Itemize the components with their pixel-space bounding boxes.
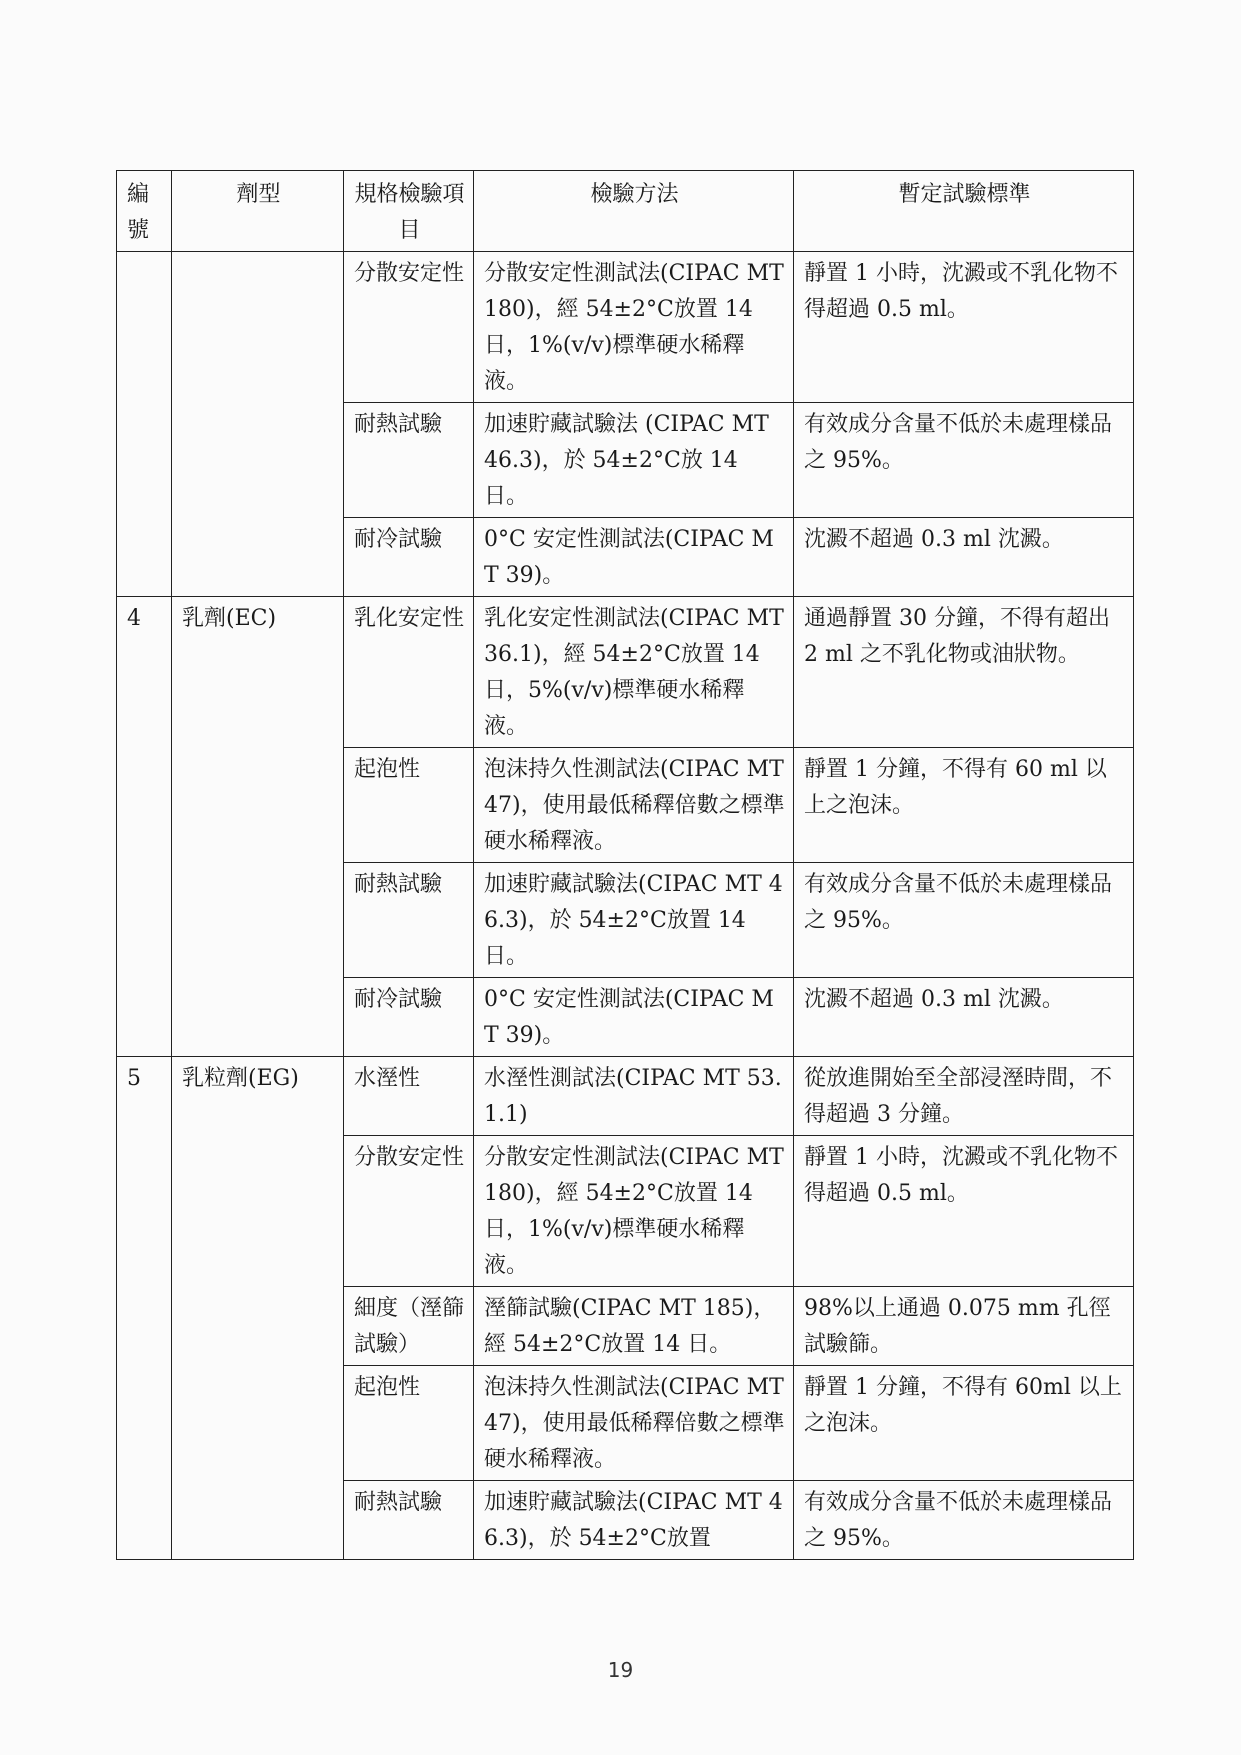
cell-standard: 沈澱不超過 0.3 ml 沈澱。 [794, 978, 1134, 1057]
cell-no-empty [117, 1287, 172, 1366]
cell-test-item: 耐冷試驗 [344, 518, 474, 597]
spec-table [116, 170, 1134, 1560]
cell-dosage-empty [172, 518, 344, 597]
cell-standard: 98%以上通過 0.075 mm 孔徑試驗篩。 [794, 1287, 1134, 1366]
cell-no [117, 252, 172, 403]
cell-dosage-empty [172, 1366, 344, 1481]
cell-dosage-empty [172, 403, 344, 518]
cell-no-empty [117, 978, 172, 1057]
cell-dosage-form: 乳粒劑(EG) [172, 1057, 344, 1136]
cell-test-item: 耐熱試驗 [344, 863, 474, 978]
cell-dosage-form: 乳劑(EC) [172, 597, 344, 748]
page-number: 19 [607, 1658, 634, 1682]
table-row [117, 1136, 1134, 1287]
table-row [117, 597, 1134, 748]
cell-test-item: 耐冷試驗 [344, 978, 474, 1057]
cell-test-item: 分散安定性 [344, 1136, 474, 1287]
header-test-method: 檢驗方法 [474, 171, 794, 252]
cell-dosage-empty [172, 748, 344, 863]
header-test-item: 規格檢驗項目 [344, 171, 474, 252]
cell-test-item: 水溼性 [344, 1057, 474, 1136]
cell-standard: 靜置 1 分鐘，不得有 60 ml 以上之泡沫。 [794, 748, 1134, 863]
cell-no-empty [117, 748, 172, 863]
cell-no-empty [117, 518, 172, 597]
cell-test-item: 起泡性 [344, 1366, 474, 1481]
cell-test-method: 加速貯藏試驗法(CIPAC MT 46.3)，於 54±2°C放置 14 日。 [474, 863, 794, 978]
cell-standard: 有效成分含量不低於未處理樣品之 95%。 [794, 863, 1134, 978]
cell-no-empty [117, 1136, 172, 1287]
cell-no-empty [117, 403, 172, 518]
cell-no: 5 [117, 1057, 172, 1136]
table-row [117, 252, 1134, 403]
cell-test-item: 乳化安定性 [344, 597, 474, 748]
cell-dosage-empty [172, 1287, 344, 1366]
cell-dosage-empty [172, 1136, 344, 1287]
table-row [117, 863, 1134, 978]
header-no: 編號 [117, 171, 172, 252]
table-row [117, 1481, 1134, 1560]
cell-no: 4 [117, 597, 172, 748]
table-row [117, 748, 1134, 863]
cell-test-method: 0°C 安定性測試法(CIPAC MT 39)。 [474, 978, 794, 1057]
cell-test-method: 0°C 安定性測試法(CIPAC MT 39)。 [474, 518, 794, 597]
cell-test-item: 分散安定性 [344, 252, 474, 403]
cell-standard: 有效成分含量不低於未處理樣品之 95%。 [794, 403, 1134, 518]
cell-standard: 從放進開始至全部浸溼時間，不得超過 3 分鐘。 [794, 1057, 1134, 1136]
cell-test-method: 加速貯藏試驗法 (CIPAC MT 46.3)，於 54±2°C放 14 日。 [474, 403, 794, 518]
cell-test-method: 溼篩試驗(CIPAC MT 185)，經 54±2°C放置 14 日。 [474, 1287, 794, 1366]
table-row [117, 1366, 1134, 1481]
cell-standard: 沈澱不超過 0.3 ml 沈澱。 [794, 518, 1134, 597]
table-row [117, 403, 1134, 518]
table-row [117, 1287, 1134, 1366]
cell-no-empty [117, 1366, 172, 1481]
table-row [117, 1057, 1134, 1136]
cell-standard: 靜置 1 小時，沈澱或不乳化物不得超過 0.5 ml。 [794, 1136, 1134, 1287]
cell-dosage-empty [172, 863, 344, 978]
cell-test-method: 分散安定性測試法(CIPAC MT 180)，經 54±2°C放置 14 日，1%(v/v)標準硬水稀釋液。 [474, 1136, 794, 1287]
cell-standard: 有效成分含量不低於未處理樣品之 95%。 [794, 1481, 1134, 1560]
cell-dosage-empty [172, 978, 344, 1057]
header-dosage-form: 劑型 [172, 171, 344, 252]
cell-dosage-empty [172, 1481, 344, 1560]
cell-standard: 通過靜置 30 分鐘，不得有超出 2 ml 之不乳化物或油狀物。 [794, 597, 1134, 748]
header-standard: 暫定試驗標準 [794, 171, 1134, 252]
cell-test-method: 水溼性測試法(CIPAC MT 53.1.1) [474, 1057, 794, 1136]
cell-test-method: 分散安定性測試法(CIPAC MT 180)，經 54±2°C放置 14 日，1%(v/v)標準硬水稀釋液。 [474, 252, 794, 403]
cell-standard: 靜置 1 小時，沈澱或不乳化物不得超過 0.5 ml。 [794, 252, 1134, 403]
cell-dosage-form [172, 252, 344, 403]
table-row [117, 978, 1134, 1057]
cell-standard: 靜置 1 分鐘，不得有 60ml 以上之泡沫。 [794, 1366, 1134, 1481]
cell-test-method: 泡沫持久性測試法(CIPAC MT 47)，使用最低稀釋倍數之標準硬水稀釋液。 [474, 748, 794, 863]
cell-test-item: 起泡性 [344, 748, 474, 863]
cell-test-item: 細度（溼篩試驗） [344, 1287, 474, 1366]
cell-test-method: 加速貯藏試驗法(CIPAC MT 46.3)，於 54±2°C放置 [474, 1481, 794, 1560]
table-header-row [117, 171, 1134, 252]
cell-no-empty [117, 1481, 172, 1560]
table-row [117, 518, 1134, 597]
cell-test-method: 乳化安定性測試法(CIPAC MT 36.1)，經 54±2°C放置 14 日，5%(v/v)標準硬水稀釋液。 [474, 597, 794, 748]
cell-test-method: 泡沫持久性測試法(CIPAC MT 47)，使用最低稀釋倍數之標準硬水稀釋液。 [474, 1366, 794, 1481]
cell-test-item: 耐熱試驗 [344, 403, 474, 518]
cell-test-item: 耐熱試驗 [344, 1481, 474, 1560]
cell-no-empty [117, 863, 172, 978]
